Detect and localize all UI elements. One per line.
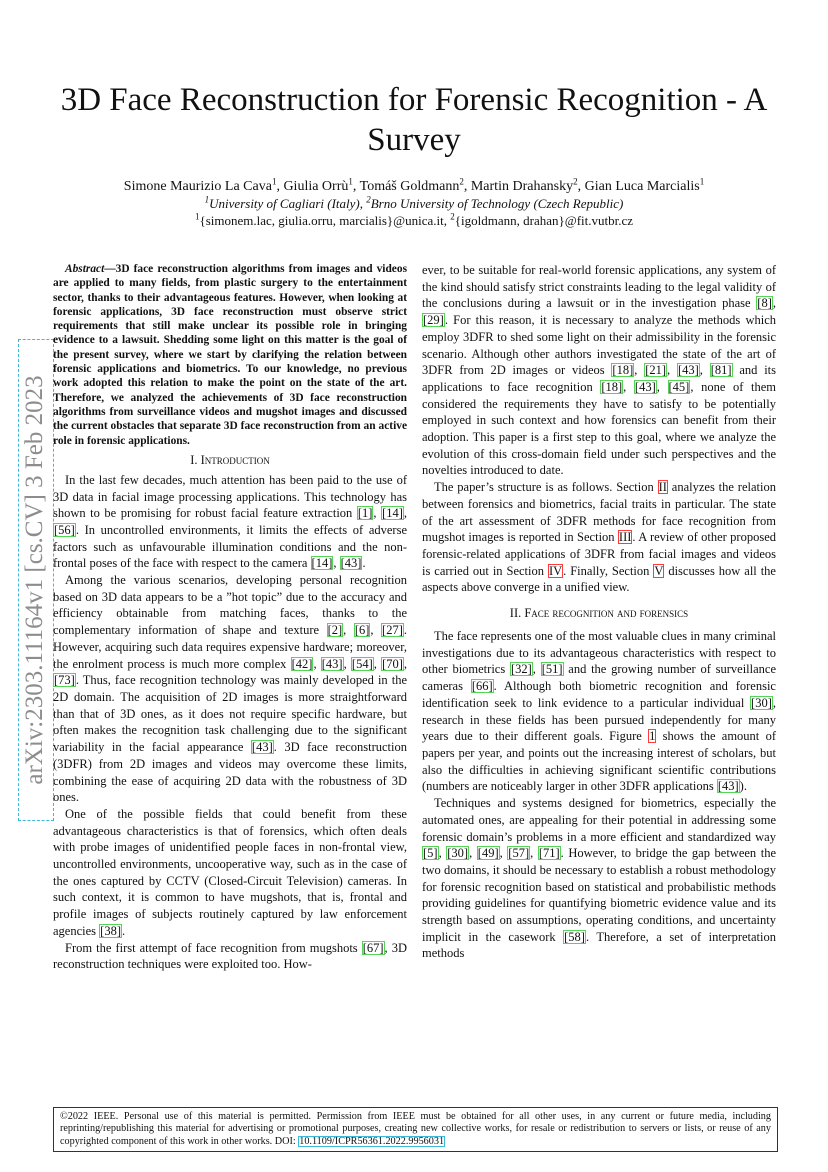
citation-link[interactable]: [6] <box>354 623 370 638</box>
citation-link[interactable]: [32] <box>510 662 532 677</box>
citation-link[interactable]: [67] <box>362 940 384 955</box>
text-span: The face represents one of the most valuable clues in many criminal investigations due to its advantageous characteristics with respect to other biometrics <box>422 629 776 677</box>
text-span: Among the various scenarios, developing personal recognition based on 3D data appears to be a ”hot topic” due to the accuracy and efficiency obtainable from matching faces, thanks to the complementary information of shape and texture <box>53 573 407 638</box>
text-span: . However, to bridge the gap between the two domains, it should be necessary to establish a robust methodology for forensic recognition based on statistical and probabilistic methods providing guidelines for quantifying biometric evidence value and its strength based on assumptions, operating conditions, and uncertainty implicit in the casework <box>422 846 777 944</box>
citation-link[interactable]: [14] <box>311 556 333 571</box>
intro-paragraph-3: One of the possible fields that could benefit from these advantageous characteristics is that of forensics, which often deals with probe images of unidentified people faces in non-frontal view, uncontrolled environments, uncooperative way, such as in the case of the ones captured by CCTV (Closed-Circuit Television) cameras. In such context, it is common to have mugshots, that is, frontal and profile images of subjects routinely captured by law enforcement agencies [38]. <box>53 806 407 938</box>
text-span: From the first attempt of face recognition from mugshots <box>65 940 362 955</box>
affiliation-1: University of Cagliari (Italy), <box>209 196 367 211</box>
citation-link[interactable]: [42] <box>291 656 313 671</box>
citation-link[interactable]: [51] <box>541 662 563 677</box>
intro-paragraph-5 <box>422 479 776 596</box>
abstract-text: —3D face reconstruction algorithms from images and videos are applied to many fields, from plastic surgery to the entertainment sector, thanks to their advantageous features. However, when looking at forensic applications, 3D face reconstruction must observe strict requirements that still make unclear its possible role in bringing evidence to a lawsuit. Shedding some light on this matter is the goal of the present survey, where we start by clarifying the relation between forensic applications and biometrics. To our knowledge, no previous work adopted this relation to make the point on the state of the art. Therefore, we analyzed the achievements of 3D face reconstruction algorithms from surveillance videos and mugshot images and discussed the current obstacles that separate 3D face reconstruction from an active role in forensic applications. <box>53 263 407 447</box>
arxiv-identifier-link[interactable]: arXiv:2303.11164v1 [cs.CV] 3 Feb 2023 <box>19 340 53 820</box>
author-name: Gian Luca Marcialis <box>584 179 700 194</box>
author-affiliation-mark: 1 <box>348 176 353 187</box>
text-span: One of the possible fields that could benefit from these advantageous characteristics is that of forensics, which often deals with probe images of unidentified people faces in non-frontal view, uncontrolled environments, uncooperative way, such as in the case of the ones captured by CCTV (Closed-Circuit Television) cameras. In such context, it is common to have mugshots, that is, frontal and profile images of subjects routinely captured by law enforcement agencies <box>53 806 407 938</box>
affiliation-mark: 2 <box>366 194 371 205</box>
intro-paragraph-1: In the last few decades, much attention has been paid to the use of 3D data in facial image processing applications. This technology has shown to be promising for robust facial feature extraction [1], [14], [56]. In uncontrolled environments, it limits the effects of adverse factors such as unfavourable illumination conditions and the non-frontal poses of the face with respect to the camera [14], [43]. <box>53 472 408 571</box>
author-name: Giulia Orrù <box>283 179 349 194</box>
text-span: shows the amount of papers per year, and points out the increasing interest of scholars, but also the difficulties in achieving significant scientific contributions (numbers are noticeably larger in other 3DFR applications <box>422 729 776 794</box>
citation-link[interactable]: [21] <box>645 363 667 378</box>
section2-paragraph-2: Techniques and systems designed for biometrics, especially the automated ones, are appealing for their potential in addressing some forensic domain’s problems in a more efficient and standardized way [5], [30], [49], [57], [71]. However, to bridge the gap between the two domains, it should be necessary to establish a robust methodology for forensic recognition based on statistical and probabilistic methods providing guidelines for quantifying biometric evidence value and its strength based on assumptions, operating conditions, and uncertainty implicit in the casework [58]. Therefore, a set of interpretation methods <box>422 796 777 961</box>
email-group-2: {igoldmann, drahan}@fit.vutbr.cz <box>454 213 634 228</box>
copyright-notice <box>53 1107 778 1152</box>
citation-link[interactable]: [43] <box>634 379 656 394</box>
text-span: . In uncontrolled environments, it limits the effects of adverse factors such as unfavourable illumination conditions and the non-frontal poses of the face with respect to the camera <box>53 522 407 571</box>
text-span: and its applications to face recognition <box>422 363 777 394</box>
affiliation-mark: 1 <box>204 194 210 205</box>
left-column <box>53 262 407 973</box>
abstract <box>53 262 407 448</box>
text-span: and the growing number of surveillance cameras <box>422 662 777 694</box>
right-column <box>422 262 776 962</box>
citation-link[interactable]: [58] <box>564 929 585 944</box>
citation-link[interactable]: [30] <box>447 846 469 861</box>
section-link[interactable]: II <box>658 480 667 495</box>
author-name: Martin Drahansky <box>470 179 574 194</box>
citation-link[interactable]: [38] <box>100 923 121 938</box>
citation-link[interactable]: [43] <box>340 556 362 571</box>
citation-link[interactable]: [71] <box>538 846 560 861</box>
author-affiliation-mark: 1 <box>699 176 705 187</box>
citation-link[interactable]: [70] <box>382 656 403 671</box>
author-emails <box>40 213 788 229</box>
author-list: Simone Maurizio La Cava$^1$, Giulia Orrù$^1$, Tomáš Goldmann$^2$, Martin Drahansky$^2$, Gian Luca Marcialis$^1$ <box>123 176 705 194</box>
citation-link[interactable]: [49] <box>477 846 499 861</box>
text-span: . Thus, face recognition technology was mainly developed in the 2D domain. The acquisition of 2D images is more straightforward than that of 3D ones, as it does not require specific hardware, but often makes the recognition task challenging due to the significant variability in the facial appearance <box>53 673 407 755</box>
text-span: ). <box>739 779 747 794</box>
citation-link[interactable]: [29] <box>423 313 444 328</box>
text-span: In the last few decades, much attention has been paid to the use of 3D data in facial image processing applications. This technology has shown to be promising for robust facial feature extraction <box>53 472 407 521</box>
author-name: Simone Maurizio La Cava <box>123 179 272 194</box>
doi-link[interactable]: 10.1109/ICPR56361.2022.9956031 <box>299 1135 445 1147</box>
citation-link[interactable]: [5] <box>423 846 438 861</box>
text-span: . 3D face reconstruction (3DFR) from 2D images and videos may overcome these limits, combining the ease of acquiring 2D data with the robustness of 3D ones. <box>53 740 407 805</box>
text-span: . However, acquiring such data requires expensive hardware; moreover, the enrolment process is much more complex <box>53 623 407 671</box>
citation-link[interactable]: [43] <box>677 363 699 378</box>
citation-link[interactable]: [73] <box>54 673 75 688</box>
intro-paragraph-4 <box>53 940 407 973</box>
text-span: . For this reason, it is necessary to analyze the methods which employ 3DFR to shed some light on their admissibility in the forensic scenario. Although other authors investigated the state of the art of 3DFR from 2D images or videos <box>422 313 776 378</box>
copyright-text: ©2022 IEEE. Personal use of this material is permitted. Permission from IEEE must be obtained for all other uses, in any current or future media, including reprinting/republishing this material for advertising or promotional purposes, creating new collective works, for resale or redistribution to servers or lists, or reuse of any copyrighted component of this work in other works. DOI: <box>60 1111 771 1147</box>
text-span: . A review of other proposed forensic-related applications of 3DFR from facial images and videos is carried out in Section <box>422 530 776 578</box>
citation-link[interactable]: [56] <box>54 522 75 537</box>
text-span: . Finally, Section <box>563 563 654 578</box>
text-span: , none of them considered the requirements they have to satisfy to be potentially employed in such context and how forensics can benefit from their adoption. This paper is a first step to this goal, where we analyze the evolution of this cross-domain field under such perspectives and the novelties introduced to date. <box>422 379 777 478</box>
paper-title: 3D Face Reconstruction for Forensic Recognition - A Survey <box>60 82 768 158</box>
citation-link[interactable]: [8] <box>757 296 772 311</box>
text-span: . Therefore, a set of interpretation methods <box>422 929 777 961</box>
author-name: Tomáš Goldmann <box>359 179 460 194</box>
email-mark: 1 <box>194 211 200 222</box>
citation-link[interactable]: [1] <box>357 506 373 521</box>
author-affiliation-mark: 2 <box>573 176 578 187</box>
section-heading-introduction: I. Introduction <box>190 452 270 467</box>
text-span: analyzes the relation between forensics and biometrics, facial traits in particular. The state of the art assessment of 3DFR methods for face recognition from mugshot images is reported in Section <box>422 480 776 545</box>
citation-link[interactable]: [43] <box>321 656 343 671</box>
author-affiliation-mark: 1 <box>271 176 277 187</box>
section-link[interactable]: IV <box>548 563 563 578</box>
citation-link[interactable]: [27] <box>382 623 403 638</box>
figure-link[interactable]: 1 <box>649 729 656 744</box>
text-span: The paper’s structure is as follows. Section <box>434 480 658 495</box>
text-span: . Although both biometric recognition and forensic identification seek to link evidence to a particular individual <box>422 679 776 710</box>
text-span: ever, to be suitable for real-world forensic applications, any system of the kind should satisfy strict constraints leading to the legal validity of the conclusions during a lawsuit or in the investigation phase <box>422 263 776 311</box>
citation-link[interactable]: [43] <box>717 779 739 794</box>
affiliations <box>40 196 788 212</box>
author-affiliation-mark: 2 <box>459 176 464 187</box>
citation-link[interactable]: [30] <box>751 695 772 710</box>
intro-paragraph-4-continued: ever, to be suitable for real-world forensic applications, any system of the kind should satisfy strict constraints leading to the legal validity of the conclusions during a lawsuit or in the investigation phase [8], [29]. For this reason, it is necessary to analyze the methods which employ 3DFR to shed some light on their admissibility in the forensic scenario. Although other authors investigated the state of the art of 3DFR from 2D images or videos [18], [21], [43], [81] and its applications to face recognition [18], [43], [45], none of them considered the requirements they have to satisfy to be potentially employed in such context and how forensics can benefit from their adoption. This paper is a first step to this goal, where we analyze the evolution of this cross-domain field under such perspectives and the novelties introduced to date. <box>422 263 777 478</box>
section-link[interactable]: III <box>618 530 632 545</box>
text-span: , research in these fields has been pursued independently for many years due to their different goals. Figure <box>422 695 776 744</box>
citation-link[interactable]: [66] <box>471 679 493 694</box>
abstract-label: Abstract <box>65 263 105 275</box>
citation-link[interactable]: [14] <box>382 506 403 521</box>
text-span: , 3D reconstruction techniques were exploited too. How- <box>53 940 407 972</box>
email-group-1: {simonem.lac, giulia.orru, marcialis}@unica.it, <box>199 213 451 228</box>
email-mark: 2 <box>450 211 455 222</box>
citation-link[interactable]: [18] <box>601 379 623 394</box>
affiliation-2: Brno University of Technology (Czech Republic) <box>370 196 624 211</box>
section-link[interactable]: V <box>654 563 664 578</box>
citation-link[interactable]: [57] <box>508 846 530 861</box>
citation-link[interactable]: [43] <box>251 740 273 755</box>
citation-link[interactable]: [18] <box>612 363 634 378</box>
section-heading-face-recognition: II. Face recognition and forensics <box>509 606 689 621</box>
section2-paragraph-1: The face represents one of the most valuable clues in many criminal investigations due to its advantageous characteristics with respect to other biometrics [32], [51] and the growing number of surveillance cameras [66]. Although both biometric recognition and forensic identification seek to link evidence to a particular individual [30], research in these fields has been pursued independently for many years due to their different goals. Figure 1 shows the amount of papers per year, and points out the increasing interest of scholars, but also the difficulties in achieving significant scientific contributions (numbers are noticeably larger in other 3DFR applications [43]). <box>422 629 777 794</box>
citation-link[interactable]: [45] <box>668 379 690 394</box>
citation-link[interactable]: [2] <box>327 623 343 638</box>
text-span: discusses how all the aspects above converge in a unified view. <box>422 563 776 595</box>
intro-paragraph-2: Among the various scenarios, developing personal recognition based on 3D data appears to be a ”hot topic” due to the accuracy and efficiency obtainable from matching faces, thanks to the complementary information of shape and texture [2], [6], [27]. However, acquiring such data requires expensive hardware; moreover, the enrolment process is much more complex [42], [43], [54], [70], [73]. Thus, face recognition technology was mainly developed in the 2D domain. The acquisition of 2D images is more straightforward than that of 3D ones, as it does not require specific hardware, but often makes the recognition task challenging due to the significant variability in the facial appearance [43]. 3D face reconstruction (3DFR) from 2D images and videos may overcome these limits, combining the ease of acquiring 2D data with the robustness of 3D ones. <box>53 573 408 805</box>
citation-link[interactable]: [81] <box>710 363 732 378</box>
citation-link[interactable]: [54] <box>351 656 373 671</box>
text-span: Techniques and systems designed for biometrics, especially the automated ones, are appealing for their potential in addressing some forensic domain’s problems in a more efficient and standardized way <box>422 796 776 844</box>
